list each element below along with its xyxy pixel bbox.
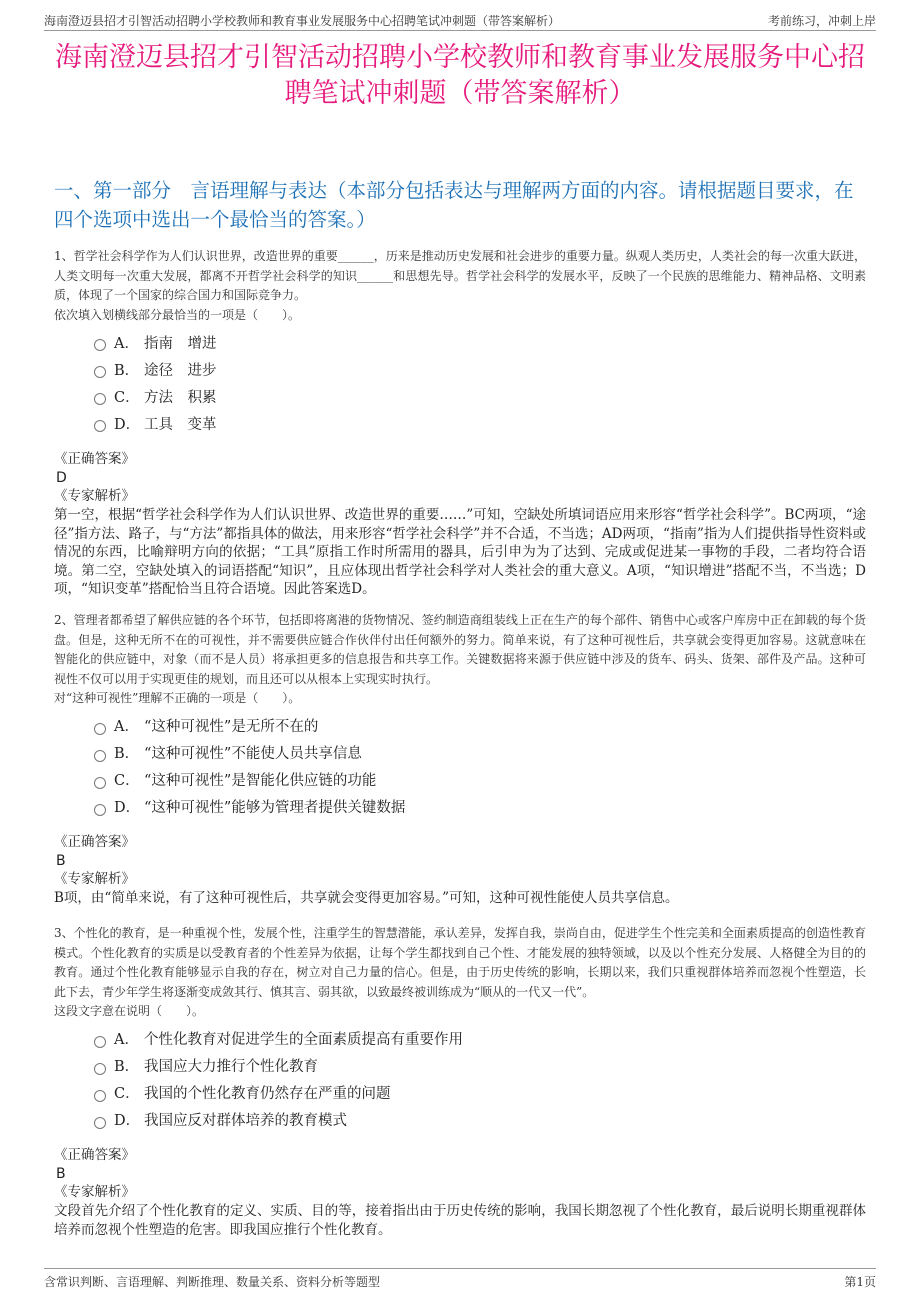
- option-d[interactable]: [94, 410, 866, 437]
- radio-icon[interactable]: [94, 1063, 106, 1075]
- option-c[interactable]: [94, 766, 866, 793]
- option-text: “这种可视性”能够为管理者提供关键数据: [144, 800, 406, 816]
- option-text: 我国的个性化教育仍然存在严重的问题: [144, 1086, 391, 1102]
- question-3: [54, 924, 866, 1133]
- option-c[interactable]: [94, 1079, 866, 1106]
- radio-icon[interactable]: [94, 1036, 106, 1048]
- option-label: A．: [114, 719, 139, 735]
- option-b[interactable]: [94, 1052, 866, 1079]
- option-list: [94, 1025, 866, 1133]
- option-a[interactable]: [94, 329, 866, 356]
- option-text: 我国应大力推行个性化教育: [144, 1059, 318, 1075]
- option-label: C．: [114, 773, 140, 789]
- option-text: 工具 变革: [144, 416, 217, 433]
- radio-icon[interactable]: [94, 366, 106, 378]
- radio-icon[interactable]: [94, 804, 106, 816]
- page-header: [44, 10, 876, 31]
- option-label: D．: [114, 416, 141, 433]
- answer-heading: 《正确答案》: [54, 834, 135, 850]
- analysis-text: B项，由“简单来说，有了这种可视性后，共享就会变得更加容易。”可知，这种可视性能使人员共享信息。: [54, 890, 679, 906]
- option-label: B．: [114, 362, 140, 379]
- answer-value: B: [56, 1166, 66, 1182]
- page-footer: [44, 1268, 876, 1291]
- option-a[interactable]: [94, 1025, 866, 1052]
- radio-icon[interactable]: [94, 777, 106, 789]
- question-prompt: 依次填入划横线部分最恰当的一项是（ ）。: [54, 307, 301, 322]
- answer-block-3: [54, 1146, 866, 1239]
- question-stem: 1、哲学社会科学作为人们认识世界，改造世界的重要______，历来是推动历史发展和社会进步的重要力量。纵观人类历史，人类社会的每一次重大跃进，人类文明每一次重大发展，都离不开哲学社会科学的知识______和思想先导。哲学社会科学的发展水平，反映了一个民族的思维能力、精神品格、文明素质，体现了一个国家的综合国力和国际竞争力。: [54, 249, 866, 302]
- option-a[interactable]: [94, 712, 866, 739]
- option-text: 途径 进步: [144, 362, 217, 379]
- header-right-text: 考前练习，冲刺上岸: [767, 14, 876, 28]
- option-label: B．: [114, 746, 140, 762]
- option-label: A．: [114, 335, 139, 352]
- footer-left-text: 含常识判断、言语理解、判断推理、数量关系、资料分析等题型: [44, 1275, 381, 1289]
- option-text: 方法 积累: [144, 389, 217, 406]
- analysis-text: 文段首先介绍了个性化教育的定义、实质、目的等，接着指出由于历史传统的影响，我国长期忽视了个性化教育，最后说明长期重视群体培养而忽视个性塑造的危害。即我国应推行个性化教育。: [54, 1203, 866, 1238]
- analysis-text: 第一空，根据“哲学社会科学作为人们认识世界、改造世界的重要……”可知，空缺处所填词语应用来形容“哲学社会科学”。BC两项，“途径”指方法、路子，与“方法”都指具体的做法，用来形容“哲学社会科学”并不合适，不当选；AD两项，“指南”指为人们提供指导性资料或情况的东西，比喻辩明方向的依据；“工具”原指工作时所需用的器具，后引申为为了达到、完成或促进某一事物的手段，二者均符合语境。第二空，空缺处填入的词语搭配“知识”，且应体现出哲学社会科学对人类社会的重大意义。A项，“知识增进”搭配不当，不当选；D项，“知识变革”搭配恰当且符合语境。因此答案选D。: [54, 507, 866, 597]
- question-stem: 2、管理者都希望了解供应链的各个环节，包括即将离港的货物情况、签约制造商组装线上正在生产的每个部件、销售中心或客户库房中正在卸载的每个货盘。但是，这种无所不在的可视性，并不需要供应链合作伙伴付出任何额外的努力。简单来说，有了这种可视性后，共享就会变得更加容易。这就意味在智能化的供应链中，对象（而不是人员）将承担更多的信息报告和共享工作。关键数据将来源于供应链中涉及的货车、码头、货架、部件及产品。这种可视性不仅可以用于实现更佳的规划，而且还可以从根本上实现实时执行。: [54, 613, 866, 686]
- option-label: C．: [114, 389, 140, 406]
- answer-value: D: [56, 470, 67, 486]
- option-label: C．: [114, 1086, 140, 1102]
- radio-icon[interactable]: [94, 393, 106, 405]
- option-c[interactable]: [94, 383, 866, 410]
- question-prompt: 这段文字意在说明（ ）。: [54, 1004, 205, 1018]
- radio-icon[interactable]: [94, 750, 106, 762]
- option-list: [94, 329, 866, 437]
- option-text: 指南 增进: [144, 335, 217, 352]
- analysis-heading: 《专家解析》: [54, 1184, 135, 1200]
- answer-heading: 《正确答案》: [54, 1147, 135, 1163]
- option-label: A．: [114, 1032, 139, 1048]
- option-b[interactable]: [94, 739, 866, 766]
- radio-icon[interactable]: [94, 420, 106, 432]
- radio-icon[interactable]: [94, 723, 106, 735]
- question-prompt: 对“这种可视性”理解不正确的一项是（ ）。: [54, 691, 301, 705]
- answer-heading: 《正确答案》: [54, 451, 135, 467]
- option-label: B．: [114, 1059, 140, 1075]
- option-list: [94, 712, 866, 820]
- analysis-heading: 《专家解析》: [54, 871, 135, 887]
- answer-value: B: [56, 853, 66, 869]
- page-number: 第1页: [844, 1275, 876, 1289]
- option-label: D．: [114, 1113, 141, 1129]
- option-text: 个性化教育对促进学生的全面素质提高有重要作用: [144, 1032, 463, 1048]
- analysis-heading: 《专家解析》: [54, 488, 135, 504]
- question-1: [54, 247, 866, 437]
- section-heading: 一、第一部分 言语理解与表达（本部分包括表达与理解两方面的内容。请根据题目要求，在四个选项中选出一个最恰当的答案。）: [54, 179, 854, 231]
- radio-icon[interactable]: [94, 1090, 106, 1102]
- option-label: D．: [114, 800, 141, 816]
- option-d[interactable]: [94, 793, 866, 820]
- answer-block-2: [54, 833, 866, 908]
- option-text: “这种可视性”是无所不在的: [144, 719, 319, 735]
- option-text: 我国应反对群体培养的教育模式: [144, 1113, 347, 1129]
- option-text: “这种可视性”不能使人员共享信息: [144, 746, 362, 762]
- answer-block-1: [54, 450, 866, 599]
- header-left-text: 海南澄迈县招才引智活动招聘小学校教师和教育事业发展服务中心招聘笔试冲刺题（带答案解析）: [44, 14, 561, 28]
- document-title: 海南澄迈县招才引智活动招聘小学校教师和教育事业发展服务中心招聘笔试冲刺题（带答案解析）: [55, 42, 865, 109]
- option-text: “这种可视性”是智能化供应链的功能: [144, 773, 377, 789]
- question-stem: 3、个性化的教育，是一种重视个性，发展个性，注重学生的智慧潜能，承认差异，发挥自我，崇尚自由，促进学生个性完美和全面素质提高的创造性教育模式。个性化教育的实质是以受教育者的个性差异为依据，让每个学生都找到自己个性、才能发展的独特领域，以及以个性充分发展、人格健全为目的的教育。通过个性化教育能够显示自我的存在，树立对自己力量的信心。但是，由于历史传统的影响，长期以来，我们只重视群体培养而忽视个性塑造，长此下去，青少年学生将逐渐变成敛其行、慎其言、弱其欲，以致最终被训练成为“顺从的一代又一代”。: [54, 926, 866, 999]
- option-b[interactable]: [94, 356, 866, 383]
- question-2: [54, 611, 866, 820]
- radio-icon[interactable]: [94, 339, 106, 351]
- option-d[interactable]: [94, 1106, 866, 1133]
- radio-icon[interactable]: [94, 1117, 106, 1129]
